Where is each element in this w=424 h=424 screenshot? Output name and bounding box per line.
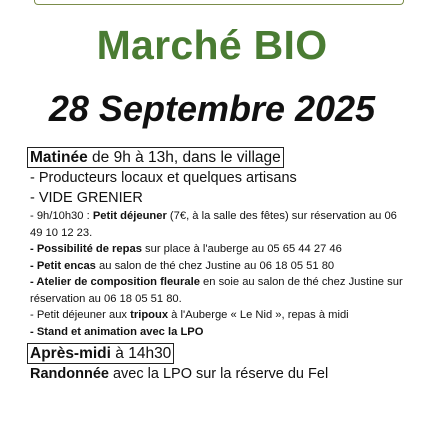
afternoon-heading-box xyxy=(27,343,174,364)
detail-snack: - Petit encas au salon de thé chez Justine au 06 18 05 51 80 xyxy=(30,259,335,272)
detail-tripoux-breakfast: - Petit déjeuner aux tripoux à l'Auberge « Le Nid », repas à midi xyxy=(30,309,349,321)
morning-item-local-producers: - Producteurs locaux et quelques artisans xyxy=(30,170,297,186)
morning-label: Matinée xyxy=(30,149,88,166)
morning-item-flea-market: - VIDE GRENIER xyxy=(30,190,143,206)
event-date: 28 Septembre 2025 xyxy=(48,88,376,129)
afternoon-label: Après-midi xyxy=(30,345,111,362)
top-border-frame xyxy=(34,0,404,5)
afternoon-hike: Randonnée avec la LPO sur la réserve du Fel xyxy=(30,366,329,382)
morning-heading xyxy=(30,147,410,168)
detail-lpo-stand: - Stand et animation avec la LPO xyxy=(30,325,204,338)
afternoon-heading xyxy=(30,343,410,364)
morning-time: de 9h à 13h, dans le village xyxy=(87,149,281,166)
detail-flower-workshop: - Atelier de composition fleurale en soie au salon de thé chez Justine sur réservation au 06 18 05 51 80. xyxy=(30,276,403,305)
afternoon-time: à 14h30 xyxy=(110,345,172,362)
page-title: Marché BIO xyxy=(96,22,328,68)
detail-breakfast: - 9h/10h30 : Petit déjeuner (7€, à la salle des fêtes) sur réservation au 06 49 10 12 23. xyxy=(30,210,397,239)
program-content xyxy=(30,147,410,384)
detail-meal: - Possibilité de repas sur place à l'auberge au 05 65 44 27 46 xyxy=(30,243,342,255)
morning-heading-box xyxy=(27,147,284,168)
